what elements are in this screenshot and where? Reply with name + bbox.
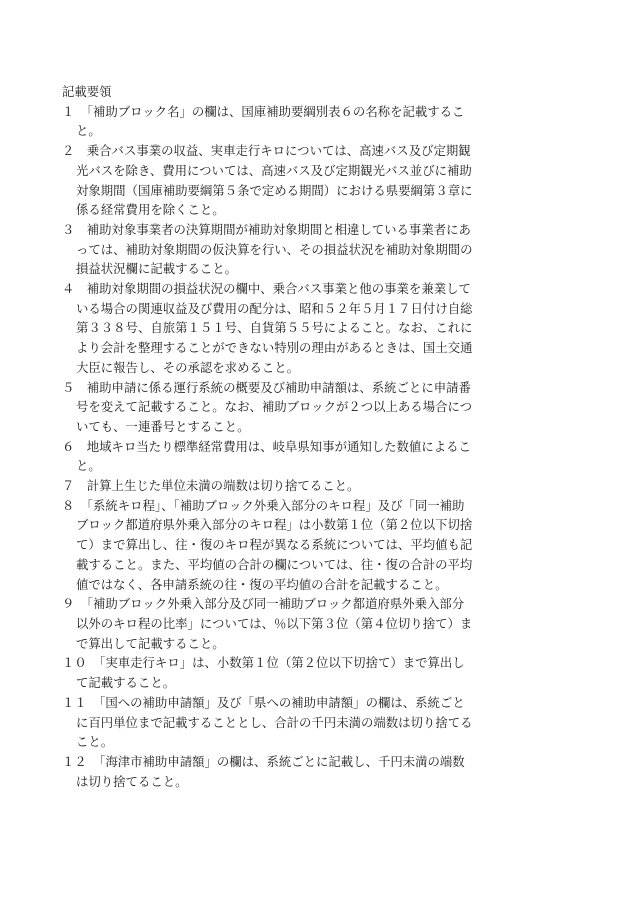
instruction-item [62, 220, 570, 279]
instruction-line: １ 「補助ブロック名」の欄は、国庫補助要綱別表６の名称を記載するこ [62, 103, 465, 119]
instruction-item [62, 102, 570, 141]
instruction-line: 値ではなく、各申請系統の往・復の平均値の合計を記載すること。 [76, 576, 448, 592]
document-heading: 記載要領 [62, 84, 112, 99]
instruction-line: で算出して記載すること。 [76, 635, 225, 651]
instruction-line: ５ 補助申請に係る運行系統の概要及び補助申請額は、系統ごとに申請番 [62, 379, 471, 395]
instruction-line: こと。 [76, 734, 114, 750]
instruction-line: 第３３８号、自旅第１５１号、自貨第５５号によること。なお、これに [76, 320, 473, 336]
instruction-line: ３ 補助対象事業者の決算期間が補助対象期間と相違している事業者にあ [62, 221, 471, 237]
instruction-line: は切り捨てること。 [76, 773, 188, 789]
instruction-line: １０ 「実車走行キロ」は、小数第１位（第２位以下切捨て）まで算出し [62, 655, 465, 671]
instruction-line: と。 [76, 123, 101, 139]
instruction-item [62, 653, 570, 692]
document-page [62, 82, 570, 791]
instruction-list [62, 102, 570, 792]
instruction-item [62, 693, 570, 752]
instruction-item [62, 496, 570, 595]
instruction-item [62, 437, 570, 476]
instruction-item [62, 476, 570, 496]
instruction-item [62, 279, 570, 378]
instruction-line: いる場合の関連収益及び費用の配分は、昭和５２年５月１７日付け自総 [76, 300, 473, 316]
instruction-line: いても、一連番号とすること。 [76, 418, 250, 434]
instruction-line: ２ 乗合バス事業の収益、実車走行キロについては、高速バス及び定期観 [62, 143, 471, 159]
instruction-line: と。 [76, 458, 101, 474]
instruction-line: １２ 「海津市補助申請額」の欄は、系統ごとに記載し、千円未満の端数 [62, 753, 465, 769]
instruction-line: て）まで算出し、往・復のキロ程が異なる系統については、平均値も記 [76, 537, 473, 553]
instruction-line: 号を変えて記載すること。なお、補助ブロックが２つ以上ある場合につ [76, 399, 473, 415]
instruction-line: ９ 「補助ブロック外乗入部分及び同一補助ブロック都道府県外乗入部分 [62, 596, 465, 612]
instruction-line: ６ 地域キロ当たり標準経常費用は、岐阜県知事が通知した数値によるこ [62, 438, 471, 454]
instruction-line: て記載すること。 [76, 675, 176, 691]
instruction-item [62, 141, 570, 220]
instruction-line: １１ 「国への補助申請額」及び「県への補助申請額」の欄は、系統ごと [62, 694, 465, 710]
instruction-item [62, 752, 570, 791]
instruction-line: 損益状況欄に記載すること。 [76, 261, 238, 277]
instruction-line: 光バスを除き、費用については、高速バス及び定期観光バス並びに補助 [76, 162, 472, 178]
instruction-line: 係る経常費用を除くこと。 [76, 202, 225, 218]
instruction-line: ブロック都道府県外乗入部分のキロ程」は小数第１位（第２位以下切捨 [76, 517, 473, 533]
instruction-line: 以外のキロ程の比率」については、％以下第３位（第４位切り捨て）ま [76, 615, 473, 631]
instruction-line: ７ 計算上生じた単位未満の端数は切り捨てること。 [62, 478, 360, 494]
instruction-line: より会計を整理することができない特別の理由があるときは、国土交通 [76, 340, 473, 356]
instruction-item [62, 378, 570, 437]
instruction-item [62, 594, 570, 653]
instruction-line: ８ 「系統キロ程」、「補助ブロック外乗入部分のキロ程」及び「同一補助 [62, 497, 465, 513]
instruction-line: 大臣に報告し、その承認を求めること。 [76, 359, 300, 375]
instruction-line: に百円単位まで記載することとし、合計の千円未満の端数は切り捨てる [76, 714, 473, 730]
instruction-line: ４ 補助対象期間の損益状況の欄中、乗合バス事業と他の事業を兼業して [62, 281, 471, 297]
instruction-line: 対象期間（国庫補助要綱第５条で定める期間）における県要綱第３章に [76, 182, 473, 198]
instruction-line: っては、補助対象期間の仮決算を行い、その損益状況を補助対象期間の [76, 241, 473, 257]
instruction-line: 載すること。また、平均値の合計の欄については、往・復の合計の平均 [76, 556, 473, 572]
